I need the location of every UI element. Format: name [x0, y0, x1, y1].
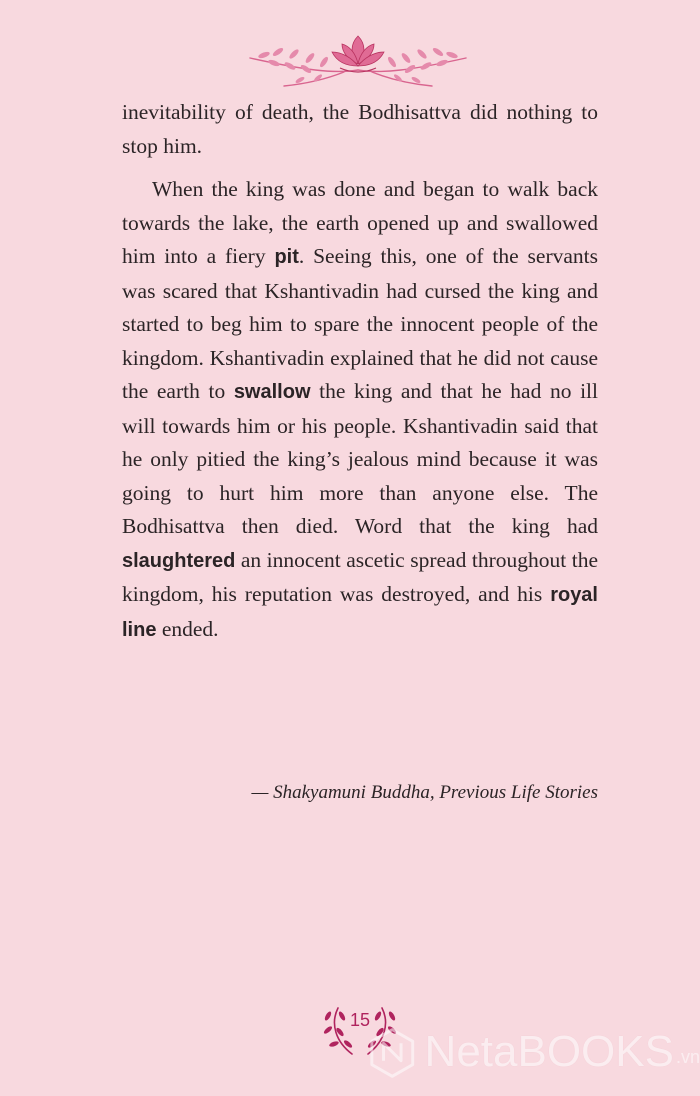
watermark-text: NetaBOOKS — [424, 1027, 674, 1076]
story-text — [122, 96, 598, 647]
paragraph-text: the king and that he had no ill will towards him or his people. Kshantivadin said that he only pitied the king’s jealous mind because it was going to hurt him more than anyone else. The Bodhisattva then died. Word that the king had — [122, 379, 598, 538]
vocab-word: pit — [274, 246, 299, 268]
vocab-word: royal line — [122, 584, 598, 641]
netabooks-logo-icon — [366, 1025, 419, 1079]
lotus-ornament-icon — [244, 30, 472, 88]
watermark-domain: .vn — [675, 1047, 700, 1067]
paragraph — [122, 173, 598, 647]
watermark — [366, 1022, 700, 1082]
paragraph — [122, 96, 598, 163]
paragraph-text: inevitability of death, the Bodhisattva did nothing to stop him. — [122, 100, 598, 158]
attribution: — Shakyamuni Buddha, Previous Life Stories — [251, 782, 598, 803]
page-number: 15 — [349, 1010, 371, 1030]
paragraph-text: ended. — [156, 616, 219, 641]
paragraph-text: . Seeing this, one of the servants was scared that Kshantivadin had cursed the king and started to beg him to spare the innocent people of the kingdom. Kshantivadin explained that he did not cause the earth to — [122, 244, 598, 403]
paragraph-text: When the king was done and began to walk back towards the lake, the earth opened up and swallowed him into a fiery — [122, 177, 598, 268]
vocab-word: slaughtered — [122, 549, 236, 572]
paragraph-text: an innocent ascetic spread throughout the kingdom, his reputation was destroyed, and his — [122, 547, 598, 606]
vocab-word: swallow — [233, 381, 311, 403]
